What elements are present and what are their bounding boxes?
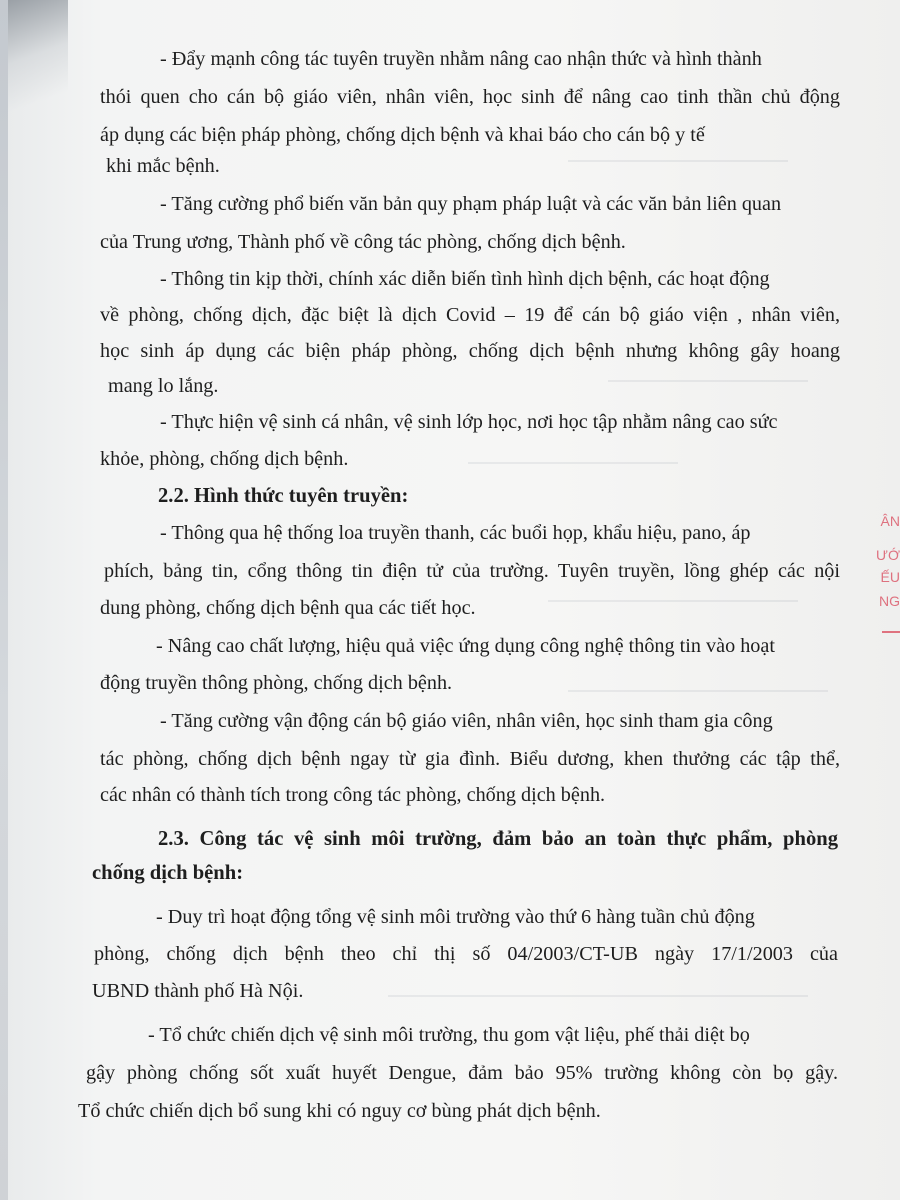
- section-heading-2-3-line-1: 2.3. Công tác vệ sinh môi trường, đảm bảo an toàn thực phẩm, phòng: [158, 828, 838, 850]
- paragraph-3-line-3: học sinh áp dụng các biện pháp phòng, chống dịch bệnh nhưng không gây hoang: [100, 340, 840, 362]
- paragraph-2-line-2: của Trung ương, Thành phố về công tác phòng, chống dịch bệnh.: [100, 231, 626, 253]
- paragraph-7-line-1: - Tăng cường vận động cán bộ giáo viên, nhân viên, học sinh tham gia công: [160, 710, 773, 732]
- paragraph-8-line-2: phòng, chống dịch bệnh theo chỉ thị số 04/2003/CT-UB ngày 17/1/2003 của: [94, 943, 838, 965]
- paragraph-5-line-3: dung phòng, chống dịch bệnh qua các tiết học.: [100, 597, 476, 619]
- section-heading-2-3-line-2: chống dịch bệnh:: [92, 862, 244, 884]
- paragraph-6-line-1: - Nâng cao chất lượng, hiệu quả việc ứng dụng công nghệ thông tin vào hoạt: [156, 635, 775, 657]
- paragraph-7-line-3: các nhân có thành tích trong công tác phòng, chống dịch bệnh.: [100, 784, 606, 806]
- paragraph-9-line-2: gậy phòng chống sốt xuất huyết Dengue, đảm bảo 95% trường không còn bọ gậy.: [86, 1062, 838, 1084]
- stamp-fragment-text: ÂN: [880, 513, 900, 529]
- stamp-fragment-text: ƯỚ: [876, 547, 900, 563]
- paragraph-4-line-2: khỏe, phòng, chống dịch bệnh.: [100, 448, 349, 470]
- paragraph-3-line-2: về phòng, chống dịch, đặc biệt là dịch Covid – 19 để cán bộ giáo viện , nhân viên,: [100, 304, 840, 326]
- paragraph-3-line-4: mang lo lắng.: [108, 375, 219, 397]
- paragraph-8-line-1: - Duy trì hoạt động tổng vệ sinh môi trường vào thứ 6 hàng tuần chủ động: [156, 906, 755, 928]
- paragraph-3-line-1: - Thông tin kịp thời, chính xác diễn biến tình hình dịch bệnh, các hoạt động: [160, 268, 770, 290]
- page-fold-shadow: [8, 0, 68, 140]
- paragraph-2-line-1: - Tăng cường phổ biến văn bản quy phạm pháp luật và các văn bản liên quan: [160, 193, 782, 215]
- paragraph-7-line-2: tác phòng, chống dịch bệnh ngay từ gia đình. Biểu dương, khen thưởng các tập thể,: [100, 748, 840, 770]
- paragraph-4-line-1: - Thực hiện vệ sinh cá nhân, vệ sinh lớp học, nơi học tập nhằm nâng cao sức: [160, 411, 778, 433]
- paragraph-5-line-1: - Thông qua hệ thống loa truyền thanh, các buổi họp, khẩu hiệu, pano, áp: [160, 522, 751, 544]
- paragraph-1-line-3: áp dụng các biện pháp phòng, chống dịch bệnh và khai báo cho cán bộ y tế: [100, 124, 705, 146]
- paragraph-1-line-4: khi mắc bệnh.: [106, 155, 220, 177]
- paragraph-1-line-1: - Đẩy mạnh công tác tuyên truyền nhằm nâng cao nhận thức và hình thành: [160, 48, 762, 70]
- paragraph-9-line-1: - Tổ chức chiến dịch vệ sinh môi trường, thu gom vật liệu, phế thải diệt bọ: [148, 1024, 750, 1046]
- paragraph-6-line-2: động truyền thông phòng, chống dịch bệnh.: [100, 672, 453, 694]
- red-stamp-fragment: [876, 505, 900, 655]
- section-heading-2-2: 2.2. Hình thức tuyên truyền:: [158, 485, 409, 507]
- stamp-fragment-text: ẾU: [880, 569, 900, 585]
- stamp-fragment-text: NG: [879, 593, 900, 609]
- paragraph-9-line-3: Tổ chức chiến dịch bổ sung khi có nguy cơ bùng phát dịch bệnh.: [78, 1100, 601, 1122]
- stamp-line-mark: [882, 631, 900, 633]
- paragraph-5-line-2: phích, bảng tin, cổng thông tin điện tử của trường. Tuyên truyền, lồng ghép các nội: [104, 560, 840, 582]
- document-page: [8, 0, 900, 1200]
- paragraph-1-line-2: thói quen cho cán bộ giáo viên, nhân viên, học sinh để nâng cao tinh thần chủ động: [100, 86, 840, 108]
- paragraph-8-line-3: UBND thành phố Hà Nội.: [92, 980, 304, 1002]
